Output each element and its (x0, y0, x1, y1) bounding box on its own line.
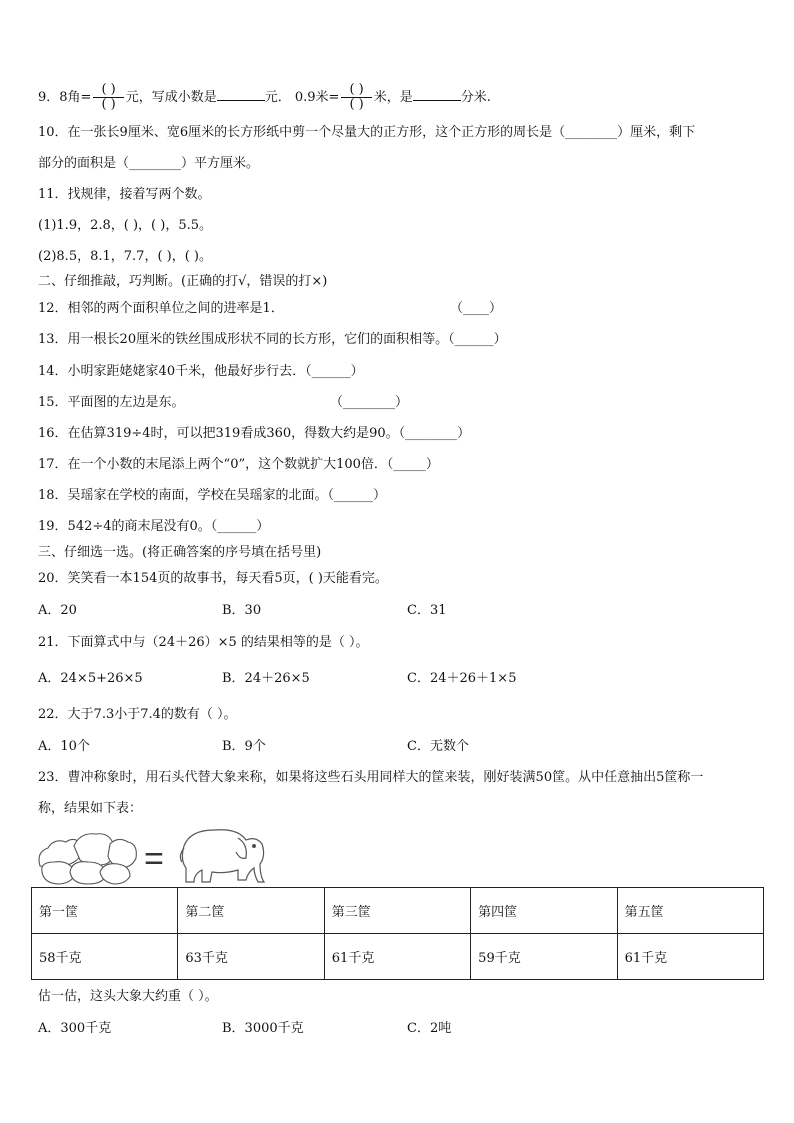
question-9 (38, 80, 491, 116)
question-21-option-b[interactable]: B．24＋26×5 (222, 671, 310, 686)
stones-pile-icon (39, 834, 136, 884)
question-21-option-c[interactable]: C．24＋26＋1×5 (407, 671, 517, 686)
question-21-stem: 21．下面算式中与（24＋26）×5 的结果相等的是（ ）。 (38, 635, 369, 650)
question-22-option-a[interactable]: A．10个 (38, 739, 90, 754)
q9-blank-decimeter[interactable] (413, 100, 461, 101)
question-15-text: 15．平面图的左边是东。 (38, 395, 185, 410)
question-12-answer-paren[interactable]: （____） (450, 301, 503, 316)
section-2-heading: 二、仔细推敲，巧判断。(正确的打√，错误的打×) (38, 274, 328, 289)
question-16: 16．在估算319÷4时，可以把319看成360，得数大约是90。（________） (38, 426, 471, 441)
question-11-part-1: (1)1.9，2.8，( )，( )，5.5。 (38, 218, 212, 233)
question-23-option-a[interactable]: A．300千克 (38, 1021, 112, 1036)
question-23-question: 估一估，这头大象大约重（ ）。 (38, 989, 218, 1004)
table-header-cell: 第四筐 (471, 888, 617, 934)
question-11-part-2: (2)8.5，8.1，7.7，( )，( )。 (38, 249, 212, 264)
q9-fraction-2 (341, 83, 371, 112)
question-23-option-c[interactable]: C．2吨 (407, 1021, 452, 1036)
question-20-option-c[interactable]: C．31 (407, 603, 447, 618)
basket-weight-table (31, 887, 764, 980)
question-12-text: 12．相邻的两个面积单位之间的进率是1． (38, 301, 284, 316)
question-11-title: 11．找规律，接着写两个数。 (38, 187, 211, 202)
q9-blank-decimal[interactable] (217, 100, 265, 101)
question-13: 13．用一根长20厘米的铁丝围成形状不同的长方形，它们的面积相等。（______） (38, 332, 507, 347)
table-cell: 61千克 (617, 934, 763, 980)
table-header-cell: 第一筐 (32, 888, 178, 934)
table-cell: 58千克 (32, 934, 178, 980)
question-21-option-a[interactable]: A．24×5+26×5 (38, 671, 143, 686)
question-23-line-1: 23．曹冲称象时，用石头代替大象来称，如果将这些石头用同样大的筐来装，刚好装满50筐。从中任意抽出5筐称一 (38, 770, 704, 785)
q9-prefix: 9．8角= (38, 90, 92, 105)
question-22-option-b[interactable]: B．9个 (222, 739, 266, 754)
question-22-stem: 22．大于7.3小于7.4的数有（ ）。 (38, 707, 237, 722)
question-10-line-2: 部分的面积是（________）平方厘米。 (38, 156, 260, 171)
question-10-line-1: 10．在一张长9厘米、宽6厘米的长方形纸中剪一个尽量大的正方形，这个正方形的周长是（________）厘米，剩下 (38, 125, 696, 140)
section-3-heading: 三、仔细选一选。(将正确答案的序号填在括号里) (38, 545, 322, 560)
question-19: 19．542÷4的商末尾没有0。（______） (38, 519, 270, 534)
question-20-option-a[interactable]: A．20 (38, 603, 77, 618)
table-cell: 61千克 (324, 934, 470, 980)
q9-fraction-2-numerator[interactable]: ( ) (341, 83, 371, 98)
q9-fraction-1-numerator[interactable]: ( ) (93, 83, 123, 98)
equals-sign: = (144, 840, 164, 878)
table-header-cell: 第二筐 (178, 888, 324, 934)
question-17: 17．在一个小数的末尾添上两个“0”，这个数就扩大100倍．（_____） (38, 457, 439, 472)
q9-fraction-1-denominator[interactable]: ( ) (101, 97, 116, 112)
question-22-option-c[interactable]: C．无数个 (407, 739, 469, 754)
table-header-cell: 第五筐 (617, 888, 763, 934)
question-23-option-b[interactable]: B．3000千克 (222, 1021, 304, 1036)
q9-text-3: 米，是 (373, 90, 413, 105)
question-14: 14．小明家距姥姥家40千米，他最好步行去．（______） (38, 364, 364, 379)
stones-equals-elephant-illustration (34, 822, 270, 886)
question-23-line-2: 称，结果如下表： (38, 801, 143, 816)
question-20-option-b[interactable]: B．30 (222, 603, 262, 618)
table-row (32, 934, 764, 980)
question-15-answer-paren[interactable]: （________） (330, 395, 409, 410)
question-12 (38, 300, 284, 318)
q9-text-1: 元，写成小数是 (125, 90, 217, 105)
question-20-stem: 20．笑笑看一本154页的故事书，每天看5页，( )天能看完。 (38, 571, 388, 586)
table-cell: 59千克 (471, 934, 617, 980)
q9-text-4: 分米. (460, 90, 491, 105)
table-header-cell: 第三筐 (324, 888, 470, 934)
question-15 (38, 394, 185, 412)
q9-text-2: 元． 0.9米= (264, 90, 340, 105)
q9-fraction-1 (93, 83, 123, 112)
table-header-row (32, 888, 764, 934)
question-18: 18．吴瑶家在学校的南面，学校在吴瑶家的北面。（______） (38, 488, 387, 503)
q9-fraction-2-denominator[interactable]: ( ) (349, 97, 364, 112)
elephant-icon (180, 830, 264, 882)
table-cell: 63千克 (178, 934, 324, 980)
